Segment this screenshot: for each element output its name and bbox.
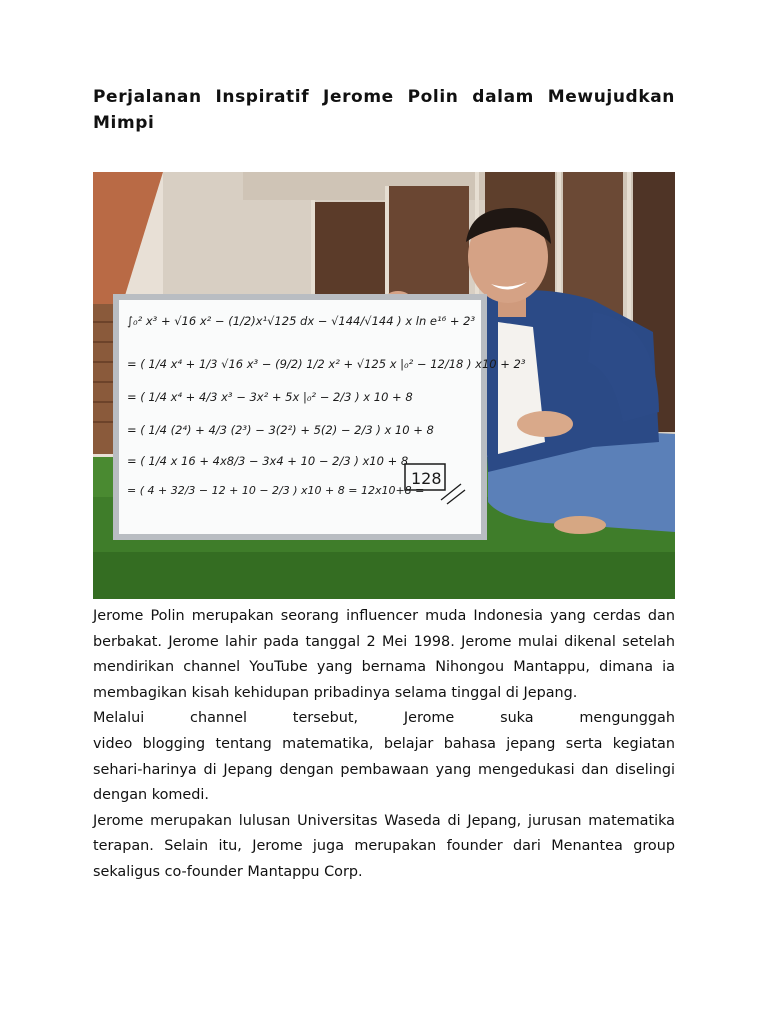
whiteboard-line: = ( 4 + 32/3 − 12 + 10 − 2/3 ) x10 + 8 = 12x10+8 = [127,484,425,497]
whiteboard-line: = ( 1/4 x⁴ + 4/3 x³ − 3x² + 5x |₀² − 2/3 ) x 10 + 8 [127,390,413,404]
paragraph-channel-start: Melalui channel tersebut, Jerome suka mengunggah [93,710,675,727]
whiteboard-line: ∫₀² x³ + √16 x² − (1/2)x¹√125 dx − √144/√144 ) x ln e¹⁶ + 2³ [127,314,476,328]
whiteboard-line: = ( 1/4 x 16 + 4x8/3 − 3x4 + 10 − 2/3 ) x10 + 8 [127,454,409,468]
whiteboard-line: = ( 1/4 (2⁴) + 4/3 (2³) − 3(2²) + 5(2) − 2/3 ) x 10 + 8 [127,423,434,437]
paragraph-intro: Jerome Polin merupakan seorang influencer muda Indonesia yang cerdas dan berbakat. Jerome lahir pada tanggal 2 Mei 1998. Jerome mulai dikenal setelah mendirikan channel YouTube yang bernama Nihongou Mantappu, dimana ia membagikan kisah kehidupan pribadinya selama tinggal di Jepang. [93,608,675,701]
paragraph-channel: video blogging tentang matematika, belajar bahasa jepang serta kegiatan sehari-harinya di Jepang dengan pembawaan yang mengedukasi dan diselingi dengan komedi. [93,735,675,804]
whiteboard-answer: 128 [411,469,442,488]
article-title: Perjalanan Inspiratif Jerome Polin dalam Mewujudkan Mimpi [93,87,675,133]
article-body [93,604,675,886]
whiteboard-line: = ( 1/4 x⁴ + 1/3 √16 x³ − (9/2) 1/2 x² + √125 x |₀² − 12/18 ) x10 + 2³ [127,357,526,371]
paragraph-education: Jerome merupakan lulusan Universitas Waseda di Jepang, jurusan matematika terapan. Selain itu, Jerome juga merupakan founder dari Menantea group sekaligus co-founder Mantappu Corp. [93,812,675,880]
whiteboard [113,294,526,540]
article-photo [93,172,675,599]
